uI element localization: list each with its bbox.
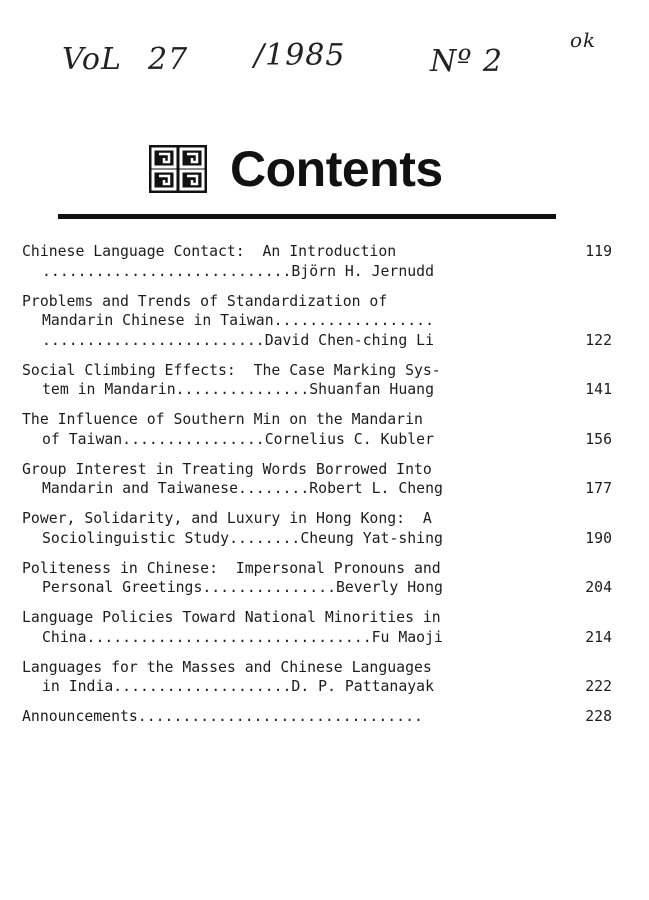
handwritten-ok-mark: ok bbox=[570, 28, 597, 52]
toc-entry[interactable] bbox=[22, 460, 622, 499]
entry-line: Group Interest in Treating Words Borrowed Into bbox=[22, 460, 432, 478]
entry-line: tem in Mandarin...............Shuanfan Huang bbox=[42, 381, 434, 398]
page-number: 141 bbox=[585, 381, 612, 398]
entry-line: The Influence of Southern Min on the Mandarin bbox=[22, 411, 423, 428]
handwritten-volume-number: 27 bbox=[148, 42, 189, 77]
handwritten-year: /1985 bbox=[254, 38, 346, 73]
entry-line: Personal Greetings...............Beverly Hong bbox=[42, 579, 443, 596]
toc-entry[interactable] bbox=[22, 292, 622, 351]
toc-entry[interactable] bbox=[22, 608, 622, 647]
entry-line: .........................David Chen-ching Li bbox=[42, 331, 434, 349]
page-number: 156 bbox=[585, 430, 612, 448]
journal-logo-icon bbox=[148, 144, 208, 194]
entry-line: Power, Solidarity, and Luxury in Hong Kong: A bbox=[22, 510, 432, 527]
page-number: 190 bbox=[585, 529, 612, 547]
page-number: 204 bbox=[585, 579, 612, 596]
entry-line: Politeness in Chinese: Impersonal Pronouns and bbox=[22, 559, 441, 577]
entry-line: Chinese Language Contact: An Introduction bbox=[22, 243, 397, 260]
handwritten-vol: VoL bbox=[62, 42, 122, 77]
entry-line: Language Policies Toward National Minorities in bbox=[22, 609, 441, 626]
page-title: Contents bbox=[230, 141, 443, 197]
entry-line: ............................Björn H. Jernudd bbox=[42, 262, 434, 280]
toc-entry[interactable] bbox=[22, 242, 622, 281]
page-number: 214 bbox=[585, 628, 612, 646]
page-number: 119 bbox=[585, 243, 612, 260]
page-number: 222 bbox=[585, 678, 612, 695]
page-number: 122 bbox=[585, 331, 612, 349]
table-of-contents bbox=[22, 242, 622, 737]
toc-entry[interactable] bbox=[22, 361, 622, 400]
page-number: 177 bbox=[585, 480, 612, 497]
entry-line: Problems and Trends of Standardization of bbox=[22, 292, 388, 310]
entry-line: Announcements................................ bbox=[22, 708, 423, 725]
entry-line: of Taiwan................Cornelius C. Kubler bbox=[42, 430, 434, 448]
toc-entry[interactable] bbox=[22, 658, 622, 697]
entry-line: in India....................D. P. Pattanayak bbox=[42, 678, 434, 695]
entry-line: Mandarin and Taiwanese........Robert L. Cheng bbox=[42, 480, 443, 497]
entry-line: Mandarin Chinese in Taiwan.................. bbox=[42, 312, 434, 329]
handwritten-issue-number: Nº 2 bbox=[430, 44, 503, 79]
entry-line: Sociolinguistic Study........Cheung Yat-shing bbox=[42, 529, 443, 547]
title-rule bbox=[58, 214, 556, 219]
toc-entry[interactable] bbox=[22, 707, 622, 727]
page-number: 228 bbox=[585, 708, 612, 725]
toc-entry[interactable] bbox=[22, 410, 622, 449]
entry-line: China................................Fu Maoji bbox=[42, 628, 443, 646]
header bbox=[148, 140, 443, 198]
toc-entry[interactable] bbox=[22, 509, 622, 548]
entry-line: Social Climbing Effects: The Case Marking Sys- bbox=[22, 361, 441, 379]
entry-line: Languages for the Masses and Chinese Languages bbox=[22, 658, 432, 676]
toc-entry[interactable] bbox=[22, 559, 622, 598]
